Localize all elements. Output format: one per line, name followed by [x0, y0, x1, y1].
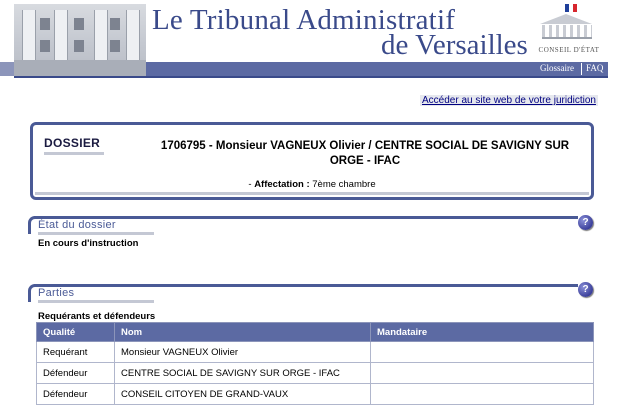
- column-header-nom: Nom: [115, 323, 371, 342]
- courthouse-image: [14, 4, 146, 76]
- help-icon[interactable]: ?: [578, 215, 593, 230]
- cell-qualite: Défendeur: [37, 363, 115, 384]
- header-nav-bar: [146, 62, 608, 76]
- faq-link[interactable]: FAQ: [586, 63, 604, 73]
- juridiction-site-link[interactable]: Accéder au site web de votre juridiction: [422, 95, 596, 106]
- cell-mandataire: [371, 384, 594, 405]
- site-header: [0, 0, 625, 78]
- parties-section-header: [28, 284, 594, 302]
- nav-divider: [581, 63, 582, 75]
- conseil-etat-logo: [530, 4, 608, 62]
- site-title-line1: Le Tribunal Administratif: [152, 4, 456, 36]
- dossier-panel: [30, 122, 594, 200]
- affectation-line: - Affectation : 7ème chambre: [248, 179, 376, 190]
- cell-qualite: Requérant: [37, 342, 115, 363]
- cell-qualite: Défendeur: [37, 384, 115, 405]
- cell-mandataire: [371, 363, 594, 384]
- etat-section-header: [28, 216, 594, 234]
- parties-heading: Parties: [38, 287, 75, 299]
- column-header-mandataire: Mandataire: [371, 323, 594, 342]
- glossaire-link[interactable]: Glossaire: [540, 63, 574, 73]
- french-flag-icon: [565, 4, 577, 12]
- cell-nom: CENTRE SOCIAL DE SAVIGNY SUR ORGE - IFAC: [115, 363, 371, 384]
- logo-text: CONSEIL D'ÉTAT: [538, 46, 600, 54]
- column-header-qualite: Qualité: [37, 323, 115, 342]
- affectation-label: Affectation :: [254, 179, 310, 190]
- help-icon[interactable]: ?: [578, 282, 593, 297]
- cell-nom: CONSEIL CITOYEN DE GRAND-VAUX: [115, 384, 371, 405]
- parties-table: [36, 322, 594, 405]
- header-underline: [14, 76, 608, 78]
- dossier-title: 1706795 - Monsieur VAGNEUX Olivier / CENTRE SOCIAL DE SAVIGNY SUR ORGE - IFAC: [160, 140, 570, 167]
- etat-heading: État du dossier: [38, 219, 116, 231]
- dossier-label: DOSSIER: [44, 136, 101, 150]
- cell-mandataire: [371, 342, 594, 363]
- site-title-line2: de Versailles: [381, 29, 528, 61]
- affectation-value: 7ème chambre: [309, 179, 376, 190]
- cell-nom: Monsieur VAGNEUX Olivier: [115, 342, 371, 363]
- table-row: [37, 363, 594, 384]
- etat-value: En cours d'instruction: [38, 238, 139, 249]
- table-row: [37, 384, 594, 405]
- table-row: [37, 342, 594, 363]
- requerants-defendeurs-title: Requérants et défendeurs: [38, 311, 156, 322]
- table-header-row: [37, 323, 594, 342]
